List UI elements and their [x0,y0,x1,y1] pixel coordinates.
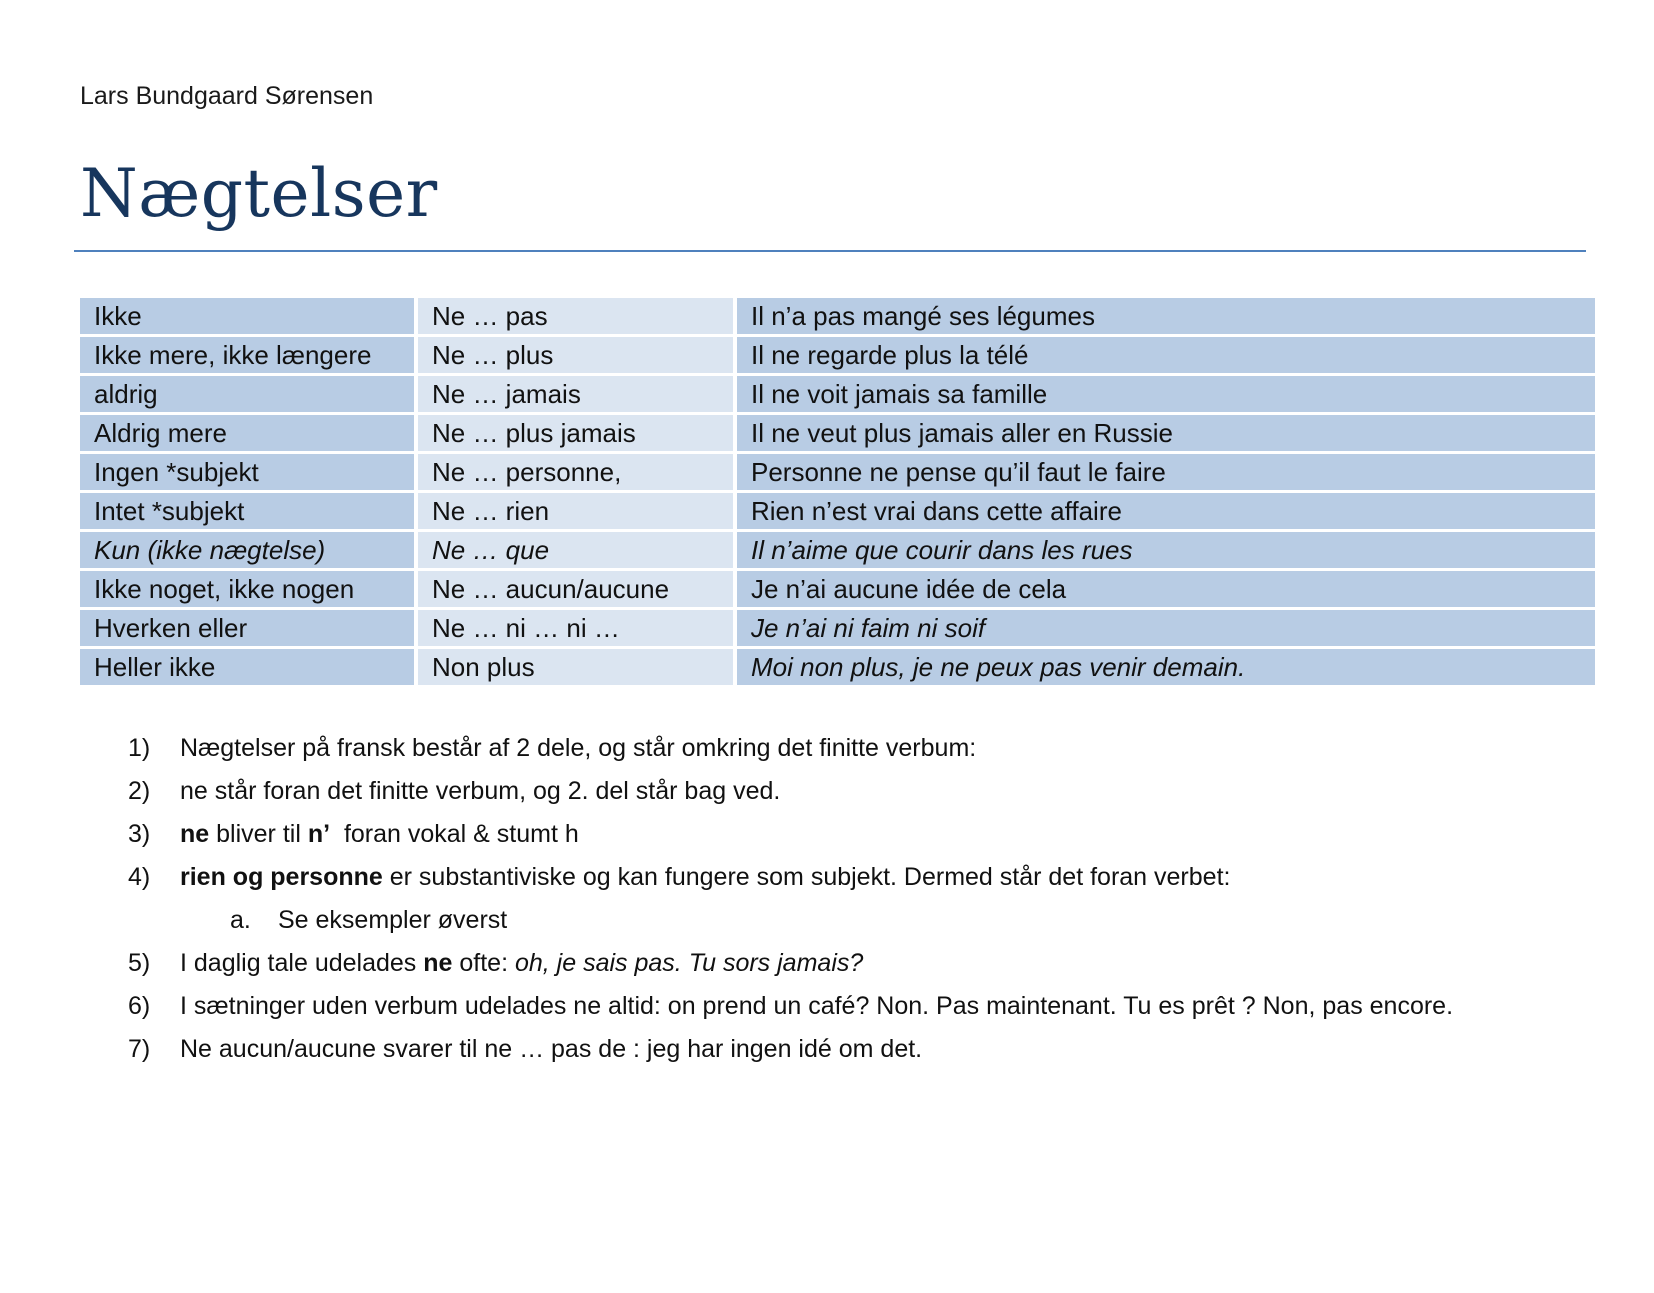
list-number: 2) [128,777,151,805]
table-row [80,571,1595,610]
page-title: Nægtelser [80,155,438,232]
french-cell: Ne … plus jamais [418,415,737,454]
bold-term: ne [423,949,453,977]
example-cell: Il ne regarde plus la télé [737,337,1595,376]
example-cell: Il n’a pas mangé ses légumes [737,298,1595,337]
bold-term: rien og personne [180,863,383,891]
document-author: Lars Bundgaard Sørensen [80,82,374,110]
list-number: 1) [128,734,151,762]
list-number: 7) [128,1035,151,1063]
table-row [80,532,1595,571]
bold-term: n’ [307,820,331,848]
example-cell: Je n’ai aucune idée de cela [737,571,1595,610]
italic-example: oh, je sais pas. Tu sors jamais? [514,949,864,977]
french-cell: Ne … personne, [418,454,737,493]
danish-cell: Kun (ikke nægtelse) [80,532,418,571]
list-text: Ne aucun/aucune svarer til ne … pas de : jeg har ingen idé om det. [180,1035,923,1063]
list-number: 4) [128,863,151,891]
french-cell: Ne … que [418,532,737,571]
list-text: Se eksempler øverst [278,906,508,934]
danish-cell: Ikke noget, ikke nogen [80,571,418,610]
french-cell: Ne … rien [418,493,737,532]
list-item [128,1028,1528,1071]
example-cell: Personne ne pense qu’il faut le faire [737,454,1595,493]
danish-cell: aldrig [80,376,418,415]
list-text: bliver til [209,820,308,848]
list-number: 3) [128,820,151,848]
french-cell: Ne … aucun/aucune [418,571,737,610]
table-row [80,298,1595,337]
list-text: er substantiviske og kan fungere som subjekt. Dermed står det foran verbet: [382,863,1231,891]
title-underline [74,250,1586,252]
list-number: 5) [128,949,151,977]
list-item [128,813,1528,856]
table-row [80,337,1595,376]
danish-cell: Aldrig mere [80,415,418,454]
table-row [80,454,1595,493]
list-text: I sætninger uden verbum udelades ne altid: on prend un café? Non. Pas maintenant. Tu es prêt ? Non, pas encore. [180,992,1454,1020]
list-number: a. [230,906,251,934]
example-cell: Il n’aime que courir dans les rues [737,532,1595,571]
danish-cell: Hverken eller [80,610,418,649]
list-item [128,727,1528,770]
danish-cell: Ikke mere, ikke længere [80,337,418,376]
example-cell: Je n’ai ni faim ni soif [737,610,1595,649]
table-row [80,415,1595,454]
list-item [128,985,1528,1028]
negation-table [80,298,1595,688]
table-row [80,493,1595,532]
example-cell: Il ne voit jamais sa famille [737,376,1595,415]
french-cell: Ne … plus [418,337,737,376]
list-item [128,942,1528,985]
list-number: 6) [128,992,151,1020]
list-item [128,856,1528,899]
danish-cell: Intet *subjekt [80,493,418,532]
table-row [80,649,1595,688]
table-row [80,376,1595,415]
list-text: I daglig tale udelades [180,949,424,977]
french-cell: Ne … pas [418,298,737,337]
list-text: foran vokal & stumt h [330,820,579,848]
notes-list [128,727,1528,1071]
danish-cell: Heller ikke [80,649,418,688]
table-row [80,610,1595,649]
list-item [128,770,1528,813]
example-cell: Moi non plus, je ne peux pas venir demain. [737,649,1595,688]
french-cell: Ne … jamais [418,376,737,415]
french-cell: Non plus [418,649,737,688]
list-text: ofte: [452,949,515,977]
list-text: Nægtelser på fransk består af 2 dele, og står omkring det finitte verbum: [180,734,977,762]
danish-cell: Ikke [80,298,418,337]
list-item [128,899,1528,942]
example-cell: Rien n’est vrai dans cette affaire [737,493,1595,532]
list-text: ne står foran det finitte verbum, og 2. del står bag ved. [180,777,781,805]
french-cell: Ne … ni … ni … [418,610,737,649]
bold-term: ne [180,820,210,848]
danish-cell: Ingen *subjekt [80,454,418,493]
example-cell: Il ne veut plus jamais aller en Russie [737,415,1595,454]
